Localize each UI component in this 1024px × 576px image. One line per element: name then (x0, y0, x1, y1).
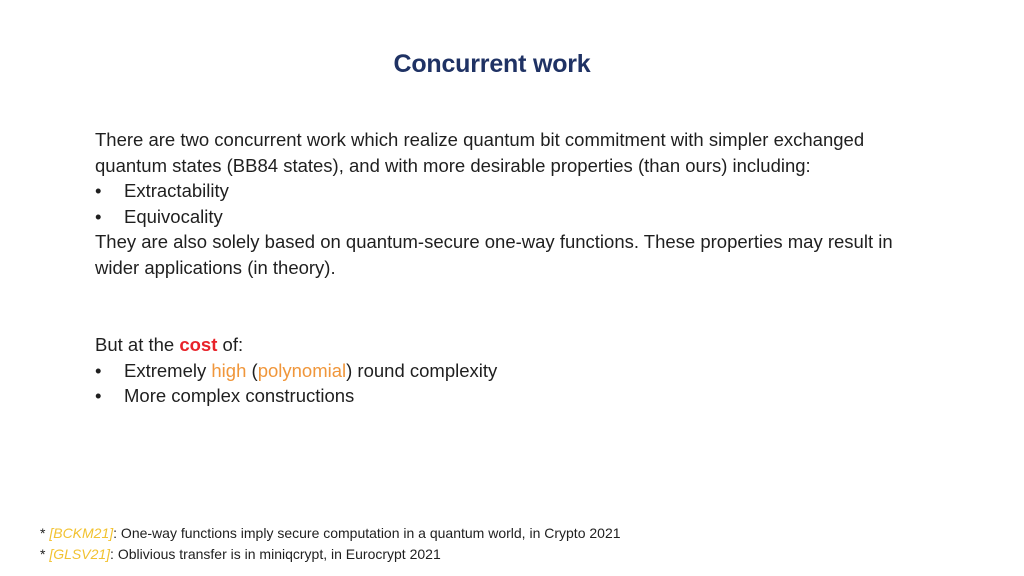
cost-word: cost (179, 334, 218, 355)
summary-line-1: They are also solely based on quantum-secure one-way functions. These properties may result in (95, 231, 893, 253)
high-word: high (211, 359, 247, 381)
citation-ref: [BCKM21] (49, 525, 114, 541)
cost-suffix: of: (217, 334, 244, 355)
cost-item-rest: ) round complexity (346, 359, 498, 381)
cost-item-text: More complex constructions (124, 385, 355, 407)
property-item (95, 178, 975, 204)
footnote-star: * (40, 525, 50, 541)
footnote-text: : Oblivious transfer is in miniqcrypt, in Eurocrypt 2021 (110, 545, 441, 562)
intro-block (95, 127, 975, 281)
paren-open: ( (246, 359, 258, 381)
footnotes (40, 523, 621, 564)
citation-ref: [GLSV21] (49, 545, 111, 562)
cost-heading (95, 332, 975, 358)
polynomial-word: polynomial (257, 359, 347, 381)
intro-line-1: There are two concurrent work which realize quantum bit commitment with simpler exchanged (95, 129, 865, 150)
footnote-text: : One-way functions imply secure computation in a quantum world, in Crypto 2021 (113, 525, 621, 541)
cost-item (95, 383, 975, 409)
bullet-icon: • (95, 385, 102, 407)
slide-title: Concurrent work (393, 50, 591, 78)
cost-item-text (124, 358, 497, 384)
footnote-star: * (40, 545, 50, 562)
cost-item-pre: Extremely (124, 359, 212, 381)
bullet-icon: • (95, 359, 102, 381)
cost-block (95, 332, 975, 409)
footnote (40, 523, 621, 544)
property-label: Equivocality (124, 205, 223, 227)
bullet-icon: • (95, 205, 102, 227)
property-item (95, 204, 975, 230)
bullet-icon: • (95, 180, 102, 202)
footnote (40, 544, 621, 565)
summary-line-2: wider applications (in theory). (95, 256, 336, 278)
cost-prefix: But at the (95, 334, 180, 355)
intro-line-2: quantum states (BB84 states), and with more desirable properties (than ours) including: (95, 154, 811, 176)
property-label: Extractability (124, 180, 229, 202)
cost-item (95, 358, 975, 384)
